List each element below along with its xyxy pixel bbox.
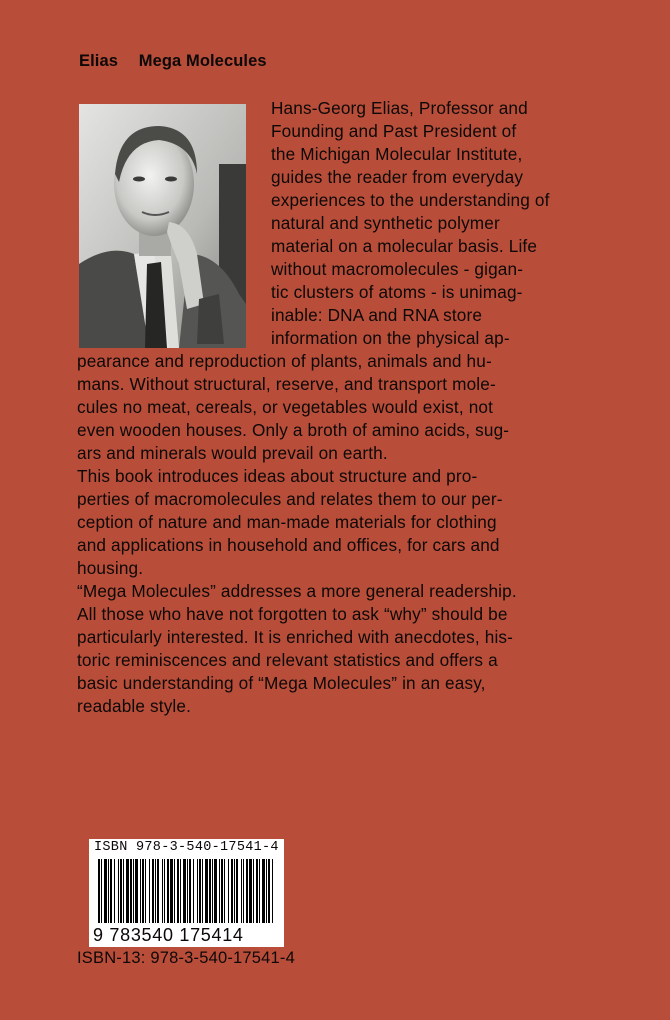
- barcode-bar: [180, 859, 181, 923]
- barcode-bar: [243, 859, 244, 923]
- barcode-bar: [253, 859, 254, 923]
- barcode-bar: [130, 859, 132, 923]
- book-title: Mega Molecules: [138, 52, 267, 70]
- barcode-bar: [135, 859, 138, 923]
- barcode-bar: [101, 859, 102, 923]
- barcode-bar: [155, 859, 156, 923]
- blurb-line: guides the reader from everyday: [271, 167, 524, 187]
- barcode-bar: [224, 859, 225, 923]
- blurb-line: without macromolecules - gigan-: [271, 259, 524, 279]
- author-photo: [79, 104, 246, 348]
- barcode-bar: [214, 859, 217, 923]
- barcode-bar: [249, 859, 252, 923]
- blurb-line: All those who have not forgotten to ask “why” should be: [77, 604, 508, 624]
- barcode-bar: [170, 859, 173, 923]
- blurb-line: “Mega Molecules” addresses a more general readership.: [77, 581, 517, 601]
- barcode-bar: [193, 859, 194, 923]
- barcode-bar: [120, 859, 122, 923]
- barcode-bar: [228, 859, 229, 923]
- barcode-bar: [189, 859, 191, 923]
- blurb-line: even wooden houses. Only a broth of amino acids, sug-: [77, 420, 510, 440]
- isbn13-label: ISBN-13: 978-3-540-17541-4: [77, 949, 295, 967]
- barcode-bar: [205, 859, 208, 923]
- barcode-bar: [118, 859, 119, 923]
- barcode-bar: [142, 859, 144, 923]
- barcode-bar: [98, 859, 100, 923]
- isbn-label: ISBN 978-3-540-17541-4: [94, 840, 279, 855]
- barcode-bar: [256, 859, 258, 923]
- barcode-bar: [183, 859, 186, 923]
- isbn-barcode-box: [89, 839, 284, 947]
- blurb-line: the Michigan Molecular Institute,: [271, 144, 523, 164]
- barcode-bar: [246, 859, 248, 923]
- barcode-bar: [272, 859, 273, 923]
- barcode-bar: [133, 859, 134, 923]
- barcode-bar: [177, 859, 179, 923]
- blurb-line: material on a molecular basis. Life: [271, 236, 538, 256]
- barcode-bar: [259, 859, 260, 923]
- blurb-line: ars and minerals would prevail on earth.: [77, 443, 388, 463]
- barcode-digits: 9 783540 175414: [93, 925, 244, 945]
- blurb-line: This book introduces ideas about structure and pro-: [77, 466, 478, 486]
- barcode-bar: [104, 859, 107, 923]
- barcode-bar: [174, 859, 175, 923]
- blurb-line: perties of macromolecules and relates them to our per-: [77, 489, 503, 509]
- barcode-bar: [126, 859, 129, 923]
- barcode-bar: [164, 859, 165, 923]
- barcode-bar: [123, 859, 124, 923]
- barcode-bar: [236, 859, 238, 923]
- barcode-bar: [110, 859, 112, 923]
- blurb-line: mans. Without structural, reserve, and transport mole-: [77, 374, 496, 394]
- author-portrait-icon: [79, 104, 246, 348]
- barcode-bar: [157, 859, 159, 923]
- blurb-line: particularly interested. It is enriched with anecdotes, his-: [77, 627, 514, 647]
- blurb-line: ception of nature and man-made materials for clothing: [77, 512, 497, 532]
- barcode-bar: [162, 859, 163, 923]
- barcode-bar: [231, 859, 233, 923]
- barcode-bar: [140, 859, 141, 923]
- barcode-bar: [219, 859, 220, 923]
- blurb-line: natural and synthetic polymer: [271, 213, 500, 233]
- blurb-line: pearance and reproduction of plants, animals and hu-: [77, 351, 492, 371]
- blurb-line: Hans-Georg Elias, Professor and: [271, 98, 528, 118]
- barcode-bar: [221, 859, 223, 923]
- barcode-bar: [114, 859, 115, 923]
- blurb-line: cules no meat, cereals, or vegetables would exist, not: [77, 397, 494, 417]
- barcode-bar: [145, 859, 146, 923]
- blurb-line: information on the physical ap-: [271, 328, 510, 348]
- author-name: Elias: [79, 52, 119, 70]
- barcode-bar: [167, 859, 169, 923]
- barcode-bar: [152, 859, 154, 923]
- blurb-line: and applications in household and offices, for cars and: [77, 535, 500, 555]
- barcode-bar: [199, 859, 201, 923]
- blurb-line: inable: DNA and RNA store: [271, 305, 483, 325]
- barcode-bar: [241, 859, 242, 923]
- barcode-bar: [266, 859, 267, 923]
- barcode-bar: [212, 859, 213, 923]
- blurb-line: tic clusters of atoms - is unimag-: [271, 282, 523, 302]
- barcode-bar: [234, 859, 235, 923]
- blurb-line: Founding and Past President of: [271, 121, 517, 141]
- barcode-bar: [197, 859, 198, 923]
- barcode-bar: [108, 859, 109, 923]
- blurb-line: housing.: [77, 558, 144, 578]
- cover-header: [79, 52, 267, 71]
- blurb-line: toric reminiscences and relevant statistics and offers a: [77, 650, 498, 670]
- barcode-bar: [209, 859, 211, 923]
- barcode-bar: [202, 859, 203, 923]
- blurb-line: experiences to the understanding of: [271, 190, 550, 210]
- blurb-line: basic understanding of “Mega Molecules” in an easy,: [77, 673, 486, 693]
- blurb-line: readable style.: [77, 696, 192, 716]
- barcode-bar: [149, 859, 150, 923]
- barcode-bar: [187, 859, 188, 923]
- barcode-icon: [96, 859, 279, 923]
- barcode-bar: [262, 859, 265, 923]
- barcode-bar: [268, 859, 270, 923]
